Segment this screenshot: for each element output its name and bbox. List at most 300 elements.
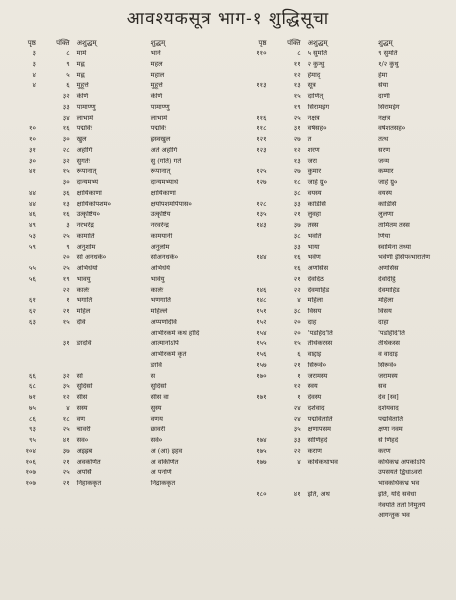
cell-incorrect: हेमाद् bbox=[307, 71, 321, 79]
cell-page bbox=[6, 104, 42, 115]
cell-incorrect bbox=[307, 512, 377, 523]
cell-page bbox=[234, 502, 273, 513]
cell-line: २१ bbox=[293, 211, 301, 219]
cell-line: ३२ bbox=[62, 93, 70, 101]
cell-line: २५ bbox=[62, 469, 70, 477]
table-row bbox=[6, 287, 228, 298]
table-row bbox=[234, 394, 452, 405]
cell-incorrect: जरामस्य bbox=[307, 372, 328, 380]
cell-line: ३ bbox=[66, 222, 70, 230]
cell-correct: भाने bbox=[150, 50, 161, 58]
cell-line: २५ bbox=[293, 114, 301, 122]
cell-incorrect: दाणित् bbox=[307, 93, 324, 101]
cell-incorrect bbox=[307, 469, 377, 480]
cell-line: १२ bbox=[293, 71, 301, 79]
table-row bbox=[6, 459, 228, 470]
table-row bbox=[6, 158, 228, 169]
cell-incorrect: 'पडहिद'ति bbox=[307, 329, 333, 337]
table-row bbox=[6, 72, 228, 83]
cell-line: २५ bbox=[62, 265, 70, 273]
cell-page: १३५ bbox=[256, 211, 267, 219]
cell-line: १५ bbox=[62, 318, 70, 326]
cell-page: १७५ bbox=[256, 447, 267, 455]
table-row bbox=[234, 340, 452, 351]
table-row bbox=[234, 276, 452, 287]
table-row bbox=[234, 179, 452, 190]
cell-incorrect: २ कुन्थु bbox=[307, 60, 325, 68]
cell-page: १४४ bbox=[256, 254, 267, 262]
cell-correct: स्वामिना तथ्या bbox=[378, 243, 411, 251]
table-row bbox=[6, 61, 228, 72]
table-row bbox=[6, 115, 228, 126]
cell-incorrect: सस्य bbox=[76, 404, 88, 412]
cell-page: ६२ bbox=[29, 308, 36, 316]
cell-page bbox=[234, 276, 273, 287]
cell-incorrect: अभिधेयो bbox=[76, 265, 98, 273]
cell-incorrect: सुगतेः bbox=[76, 157, 90, 165]
cell-page bbox=[234, 405, 273, 416]
cell-page: ८६ bbox=[29, 415, 36, 423]
cell-page: ४ bbox=[32, 71, 36, 79]
cell-incorrect: रूपानात् bbox=[76, 168, 97, 176]
cell-incorrect: क्षायिकोपशम० bbox=[76, 200, 111, 208]
cell-line bbox=[273, 502, 307, 513]
cell-page bbox=[6, 351, 42, 362]
cell-incorrect: नक्षत्र bbox=[307, 114, 320, 122]
cell-page: ४४ bbox=[29, 200, 36, 208]
table-row bbox=[6, 201, 228, 212]
cell-correct: तीर्थकस्स bbox=[378, 340, 400, 348]
table-row bbox=[234, 211, 452, 222]
table-row bbox=[234, 125, 452, 136]
cell-correct: जरामस्य bbox=[378, 372, 398, 380]
cell-incorrect: भवति bbox=[307, 232, 322, 240]
cell-correct: नरवरेन्द्र bbox=[150, 222, 169, 230]
cell-page bbox=[6, 340, 42, 351]
cell-correct: आभीरकर्म कथं होदि bbox=[150, 329, 200, 337]
cell-line: ११ bbox=[293, 60, 301, 68]
cell-incorrect: सोणिहदे bbox=[307, 437, 328, 445]
cell-line: २७ bbox=[293, 136, 301, 144]
cell-incorrect: कालेः bbox=[76, 286, 90, 294]
table-row bbox=[6, 104, 228, 115]
cell-correct: क्षणा नवम bbox=[378, 426, 403, 434]
cell-incorrect: स्वय bbox=[307, 383, 318, 391]
cell-incorrect: भाया bbox=[307, 243, 320, 251]
cell-incorrect: भवेण bbox=[307, 254, 321, 262]
cell-line bbox=[273, 480, 307, 491]
errata-table-left bbox=[6, 40, 228, 491]
cell-page: ३ bbox=[32, 60, 36, 68]
table-row bbox=[6, 136, 228, 147]
cell-correct: केणि bbox=[150, 93, 163, 101]
table-row bbox=[6, 469, 228, 480]
cell-line: ३७ bbox=[62, 447, 70, 455]
cell-line: ३८ bbox=[293, 308, 301, 316]
cell-line: २१ bbox=[62, 308, 70, 316]
cell-line: १६ bbox=[62, 211, 70, 219]
table-header-row bbox=[234, 40, 452, 50]
table-row bbox=[6, 211, 228, 222]
cell-correct: आत्मानोऽपि bbox=[150, 340, 179, 348]
cell-incorrect: पद्मविताति bbox=[307, 415, 333, 423]
table-row bbox=[234, 502, 452, 513]
table-row bbox=[234, 287, 452, 298]
table-row bbox=[234, 373, 452, 384]
cell-page: १० bbox=[29, 136, 36, 144]
cell-incorrect: लुवहा bbox=[307, 211, 322, 219]
cell-page bbox=[234, 469, 273, 480]
table-row bbox=[6, 330, 228, 341]
cell-incorrect: उत्कृष्टिय० bbox=[76, 211, 100, 219]
cell-correct: सु (गति) गते bbox=[150, 157, 182, 165]
table-row bbox=[234, 416, 452, 427]
table-row bbox=[6, 373, 228, 384]
cell-page: १४६ bbox=[256, 286, 267, 294]
cell-incorrect: मह्न bbox=[76, 71, 85, 79]
cell-page: १४८ bbox=[256, 297, 267, 305]
table-row bbox=[234, 351, 452, 362]
cell-incorrect: सुदिसो bbox=[76, 383, 93, 391]
table-row bbox=[234, 72, 452, 83]
cell-correct: वणय bbox=[150, 415, 163, 423]
cell-incorrect bbox=[307, 502, 377, 513]
table-row bbox=[6, 340, 228, 351]
table-row bbox=[6, 308, 228, 319]
cell-incorrect: कांडिसि bbox=[307, 200, 326, 208]
table-row bbox=[6, 147, 228, 158]
cell-incorrect: वर्षसह० bbox=[307, 125, 327, 133]
cell-correct: तामितम तस्स bbox=[378, 222, 410, 230]
cell-correct: सीसं वा bbox=[150, 394, 169, 402]
cell-line: १३ bbox=[293, 157, 301, 165]
cell-incorrect: पामाण्णु bbox=[76, 103, 96, 111]
cell-correct: ह्रस्वखुल bbox=[150, 136, 171, 144]
cell-correct: व वादाइ bbox=[378, 351, 398, 359]
table-row bbox=[234, 201, 452, 212]
table-row bbox=[234, 297, 452, 308]
cell-line bbox=[42, 362, 76, 373]
cell-page: ५५ bbox=[29, 265, 36, 273]
cell-line: ३३ bbox=[293, 243, 301, 251]
cell-line: ३८ bbox=[293, 232, 301, 240]
cell-line: ३२ bbox=[62, 157, 70, 165]
cell-correct: पद्मविः bbox=[150, 125, 166, 133]
table-row bbox=[234, 168, 452, 179]
table-row bbox=[234, 233, 452, 244]
cell-correct: लाभामे bbox=[150, 114, 168, 122]
table-row bbox=[234, 190, 452, 201]
cell-incorrect: भगाति bbox=[76, 297, 93, 305]
cell-correct: वयस्य bbox=[378, 189, 392, 197]
cell-line: १५ bbox=[62, 168, 70, 176]
cell-correct: अ वकिणित bbox=[150, 458, 179, 466]
header-line: पंक्ति bbox=[287, 39, 301, 47]
cell-incorrect: कुमार bbox=[307, 168, 322, 176]
cell-line: ४ bbox=[66, 404, 70, 412]
cell-line: १ bbox=[66, 297, 70, 305]
cell-incorrect: वयस्य bbox=[307, 189, 322, 197]
cell-correct: अप्पणोदेवि bbox=[150, 318, 177, 326]
table-row bbox=[6, 416, 228, 427]
cell-page: १२३ bbox=[256, 146, 267, 154]
cell-correct: कथिकभ्र अपकोऽपि bbox=[378, 458, 425, 466]
cell-page: ३१ bbox=[29, 146, 36, 154]
cell-correct: ९ सुमति bbox=[378, 50, 398, 58]
cell-incorrect: सिरामइंग bbox=[307, 103, 330, 111]
cell-correct: महाल bbox=[150, 71, 165, 79]
cell-line: ६ bbox=[297, 351, 301, 359]
cell-page: १० bbox=[29, 125, 36, 133]
cell-incorrect: लाभामे bbox=[76, 114, 94, 122]
cell-incorrect: पद्मविः bbox=[76, 125, 92, 133]
cell-line: २१ bbox=[62, 480, 70, 488]
table-row bbox=[6, 179, 228, 190]
cell-correct: रूपानात् bbox=[150, 168, 171, 176]
cell-correct: देवमाहिड bbox=[378, 286, 400, 294]
table-row bbox=[6, 448, 228, 459]
table-row bbox=[6, 233, 228, 244]
table-row bbox=[234, 319, 452, 330]
cell-correct: करण bbox=[378, 447, 391, 455]
cell-page: १७१ bbox=[256, 394, 267, 402]
errata-table-right bbox=[234, 40, 452, 523]
cell-line: ३५ bbox=[293, 426, 301, 434]
cell-incorrect bbox=[76, 330, 150, 341]
cell-line: २७ bbox=[293, 168, 301, 176]
table-row bbox=[234, 254, 452, 265]
cell-correct: 'पडहिदि'ति bbox=[378, 329, 405, 337]
table-row bbox=[234, 158, 452, 169]
cell-page: ४४ bbox=[29, 189, 36, 197]
table-row bbox=[6, 362, 228, 373]
cell-correct: अभिधेये bbox=[150, 265, 170, 273]
cell-line bbox=[42, 330, 76, 341]
cell-page: १५६ bbox=[256, 351, 267, 359]
cell-page: ४ bbox=[32, 82, 36, 90]
cell-line: १ bbox=[297, 394, 301, 402]
cell-incorrect: भावयु bbox=[76, 275, 91, 283]
cell-incorrect: क्षायिकाणां bbox=[76, 189, 102, 197]
cell-line bbox=[42, 351, 76, 362]
cell-line: २२ bbox=[293, 286, 301, 294]
cell-incorrect: दाह bbox=[307, 318, 317, 326]
cell-correct: कांडिसि bbox=[378, 200, 397, 208]
cell-page bbox=[234, 426, 273, 437]
cell-line: ४१ bbox=[293, 490, 301, 498]
cell-incorrect: देवस्य bbox=[307, 394, 322, 402]
table-row bbox=[234, 104, 452, 115]
cell-page: १०६ bbox=[25, 458, 36, 466]
cell-correct: हेमा bbox=[378, 71, 388, 79]
cell-line: ९ bbox=[66, 60, 70, 68]
cell-page: १७७ bbox=[256, 458, 267, 466]
cell-line: २१ bbox=[293, 275, 301, 283]
cell-page bbox=[234, 93, 273, 104]
table-row bbox=[234, 115, 452, 126]
table-header-row bbox=[6, 40, 228, 50]
cell-correct: णिया bbox=[378, 232, 391, 240]
cell-page bbox=[234, 383, 273, 394]
cell-correct: जन्म bbox=[378, 157, 390, 165]
cell-correct: भावकथिकभ्र भव bbox=[378, 480, 420, 488]
cell-page: ४९ bbox=[29, 222, 36, 230]
cell-line: ३३ bbox=[293, 437, 301, 445]
cell-incorrect: सो bbox=[76, 372, 83, 380]
cell-correct: छावरी bbox=[150, 426, 166, 434]
cell-incorrect: कथिकथाभव bbox=[307, 458, 338, 466]
cell-correct: उपसयते द्विधाऽवरो bbox=[378, 469, 423, 477]
cell-correct: दाहा bbox=[378, 318, 389, 326]
cell-correct: क्षयोपशमपिपास० bbox=[150, 200, 192, 208]
cell-incorrect: मामे bbox=[76, 50, 87, 58]
cell-incorrect: दर्शवाद bbox=[307, 404, 325, 412]
cell-correct: सुस्य bbox=[150, 404, 162, 412]
table-row bbox=[234, 383, 452, 394]
cell-correct: देव [स्व] bbox=[378, 394, 399, 402]
header-correct: शुद्धम् bbox=[150, 39, 166, 47]
table-row bbox=[6, 480, 228, 491]
cell-incorrect: तीर्थकरस्स bbox=[307, 340, 333, 348]
header-page: पृष्ठ bbox=[27, 39, 36, 47]
cell-line: २२ bbox=[62, 286, 70, 294]
cell-incorrect: देवि bbox=[76, 318, 86, 326]
cell-incorrect: केणि bbox=[76, 93, 89, 101]
cell-page bbox=[234, 480, 273, 491]
cell-page: ६६ bbox=[29, 372, 36, 380]
cell-line: २८ bbox=[62, 146, 70, 154]
cell-incorrect bbox=[307, 480, 377, 491]
cell-page: ५६ bbox=[29, 275, 36, 283]
cell-page: ४६ bbox=[29, 211, 36, 219]
cell-page bbox=[234, 233, 273, 244]
header-incorrect: अशुद्धम् bbox=[307, 39, 328, 47]
cell-incorrect: क्षणापसम bbox=[307, 426, 332, 434]
cell-page: १५२ bbox=[256, 318, 267, 326]
cell-correct: अणसिस bbox=[378, 265, 399, 273]
table-row bbox=[234, 426, 452, 437]
cell-incorrect: अवकंणित bbox=[76, 458, 101, 466]
cell-page bbox=[234, 190, 273, 201]
table-row bbox=[6, 297, 228, 308]
cell-page: ११८ bbox=[256, 125, 267, 133]
table-row bbox=[6, 82, 228, 93]
cell-line bbox=[273, 469, 307, 480]
cell-page: ९३ bbox=[29, 426, 36, 434]
header-incorrect: अशुद्धम् bbox=[76, 39, 97, 47]
cell-line: १८ bbox=[62, 415, 70, 423]
table-row bbox=[6, 125, 228, 136]
cell-line: १९ bbox=[62, 275, 70, 283]
cell-line: ३१ bbox=[293, 125, 301, 133]
table-row bbox=[234, 459, 452, 470]
cell-correct: तत्थ bbox=[378, 136, 389, 144]
cell-line: १८ bbox=[293, 179, 301, 187]
cell-incorrect: सव० bbox=[76, 437, 89, 445]
cell-page: ७१ bbox=[29, 394, 36, 402]
table-row bbox=[234, 308, 452, 319]
table-row bbox=[234, 330, 452, 341]
cell-page: ९५ bbox=[29, 437, 36, 445]
cell-page bbox=[6, 93, 42, 104]
table-row bbox=[234, 61, 452, 72]
cell-line: २० bbox=[293, 329, 301, 337]
cell-correct: उत्कृष्टिय bbox=[150, 211, 171, 219]
cell-page bbox=[6, 115, 42, 126]
cell-line: ३३ bbox=[293, 200, 301, 208]
table-row bbox=[6, 168, 228, 179]
cell-line: ३१ bbox=[62, 340, 70, 348]
cell-page bbox=[6, 287, 42, 298]
cell-page: १५७ bbox=[256, 361, 267, 369]
cell-line: ३४ bbox=[62, 114, 70, 122]
cell-line: ३६ bbox=[62, 189, 70, 197]
cell-correct: पद्मविताति bbox=[378, 415, 403, 423]
cell-correct: भणगाति bbox=[150, 297, 171, 305]
cell-correct: महिला bbox=[378, 297, 394, 305]
cell-line: १५ bbox=[293, 340, 301, 348]
cell-correct: कालेः bbox=[150, 286, 164, 294]
cell-correct: अनुलोम bbox=[150, 243, 170, 251]
cell-page bbox=[234, 512, 273, 523]
cell-page bbox=[234, 158, 273, 169]
cell-correct: इति, यदि सर्वधा bbox=[378, 490, 417, 498]
cell-line: ३० bbox=[62, 136, 70, 144]
cell-page: ११३ bbox=[256, 82, 267, 90]
page-title: आवश्यकसूत्र भाग-१ शुद्धिसूचा bbox=[126, 9, 330, 29]
cell-correct: आभीरकर्म कृतं bbox=[150, 351, 187, 359]
cell-correct: स bbox=[150, 372, 156, 380]
cell-page: ५३ bbox=[29, 232, 36, 240]
cell-line: ३० bbox=[62, 179, 70, 187]
cell-correct: सुदिसो bbox=[150, 383, 167, 391]
cell-incorrect: वाद्दाइ bbox=[307, 351, 322, 359]
cell-correct: मुहूत्ते bbox=[150, 82, 163, 90]
cell-incorrect: देवमाहिड bbox=[307, 286, 330, 294]
cell-page bbox=[6, 330, 42, 341]
table-row bbox=[234, 469, 452, 480]
table-row bbox=[234, 480, 452, 491]
cell-page: १०७ bbox=[25, 480, 36, 488]
cell-incorrect: मुहूत्ते bbox=[76, 82, 89, 90]
table-row bbox=[6, 383, 228, 394]
table-row bbox=[6, 93, 228, 104]
cell-incorrect: कामाति bbox=[76, 232, 95, 240]
cell-correct: सिरामईग bbox=[378, 103, 400, 111]
cell-incorrect: सो अनधके० bbox=[76, 254, 107, 262]
cell-incorrect: तस्स bbox=[307, 222, 319, 230]
table-row bbox=[234, 147, 452, 158]
cell-incorrect: विसय bbox=[307, 308, 322, 316]
cell-page bbox=[6, 254, 42, 265]
cell-line: १९ bbox=[293, 103, 301, 111]
cell-incorrect: अणसिस bbox=[307, 265, 329, 273]
cell-line: ३५ bbox=[62, 383, 70, 391]
cell-page: १२७ bbox=[256, 179, 267, 187]
cell-page: १०७ bbox=[25, 469, 36, 477]
cell-incorrect bbox=[76, 362, 150, 373]
cell-incorrect: महिला bbox=[307, 297, 323, 305]
cell-page: १४३ bbox=[256, 222, 267, 230]
table-row bbox=[234, 491, 452, 502]
cell-line: २० bbox=[293, 318, 301, 326]
cell-line: ९ bbox=[66, 243, 70, 251]
cell-line: ३३ bbox=[62, 103, 70, 111]
cell-correct: वर्षशतसह० bbox=[378, 125, 406, 133]
cell-line: २१ bbox=[62, 458, 70, 466]
cell-page bbox=[6, 179, 42, 190]
cell-correct: नक्षत्र bbox=[378, 114, 391, 122]
